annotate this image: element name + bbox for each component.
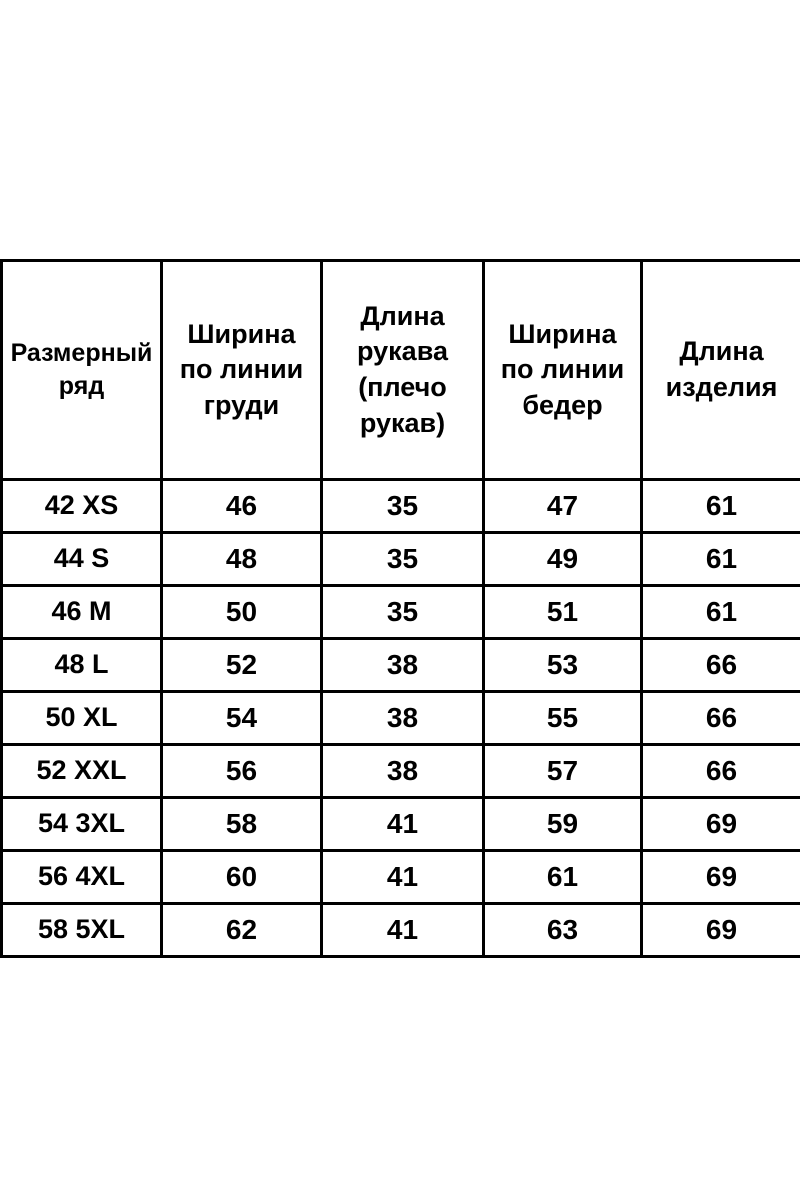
cell-chest: 56 — [162, 745, 322, 798]
cell-sleeve: 35 — [322, 480, 484, 533]
table-row — [2, 586, 800, 639]
cell-hips: 53 — [484, 639, 642, 692]
cell-size: 54 3XL — [2, 798, 162, 851]
table-row — [2, 851, 800, 904]
cell-size: 46 M — [2, 586, 162, 639]
cell-chest: 62 — [162, 904, 322, 957]
cell-hips: 61 — [484, 851, 642, 904]
column-header-sleeve-length: Длина рукава (плечо рукав) — [322, 261, 484, 480]
cell-length: 61 — [642, 480, 800, 533]
cell-chest: 50 — [162, 586, 322, 639]
cell-hips: 47 — [484, 480, 642, 533]
cell-chest: 52 — [162, 639, 322, 692]
cell-chest: 60 — [162, 851, 322, 904]
cell-sleeve: 38 — [322, 692, 484, 745]
cell-sleeve: 41 — [322, 798, 484, 851]
cell-size: 44 S — [2, 533, 162, 586]
cell-hips: 57 — [484, 745, 642, 798]
cell-chest: 48 — [162, 533, 322, 586]
cell-sleeve: 41 — [322, 851, 484, 904]
column-header-chest-width: Ширина по линии груди — [162, 261, 322, 480]
table-row — [2, 480, 800, 533]
size-chart-table — [0, 259, 800, 958]
cell-size: 56 4XL — [2, 851, 162, 904]
cell-sleeve: 35 — [322, 533, 484, 586]
table-body — [2, 480, 800, 957]
cell-hips: 63 — [484, 904, 642, 957]
cell-length: 61 — [642, 586, 800, 639]
cell-hips: 49 — [484, 533, 642, 586]
cell-chest: 54 — [162, 692, 322, 745]
cell-size: 58 5XL — [2, 904, 162, 957]
cell-length: 66 — [642, 745, 800, 798]
table-row — [2, 533, 800, 586]
table-row — [2, 745, 800, 798]
column-header-size: Размерный ряд — [2, 261, 162, 480]
cell-chest: 58 — [162, 798, 322, 851]
table-row — [2, 639, 800, 692]
cell-size: 42 XS — [2, 480, 162, 533]
table-row — [2, 692, 800, 745]
cell-length: 69 — [642, 904, 800, 957]
cell-length: 61 — [642, 533, 800, 586]
cell-sleeve: 41 — [322, 904, 484, 957]
cell-length: 69 — [642, 798, 800, 851]
cell-sleeve: 38 — [322, 745, 484, 798]
cell-size: 52 XXL — [2, 745, 162, 798]
cell-size: 48 L — [2, 639, 162, 692]
cell-length: 66 — [642, 692, 800, 745]
cell-chest: 46 — [162, 480, 322, 533]
cell-size: 50 XL — [2, 692, 162, 745]
column-header-hip-width: Ширина по линии бедер — [484, 261, 642, 480]
table-header — [2, 261, 800, 480]
cell-length: 66 — [642, 639, 800, 692]
column-header-product-length: Длина изделия — [642, 261, 800, 480]
table-row — [2, 798, 800, 851]
cell-length: 69 — [642, 851, 800, 904]
cell-hips: 51 — [484, 586, 642, 639]
cell-sleeve: 35 — [322, 586, 484, 639]
cell-hips: 59 — [484, 798, 642, 851]
header-row — [2, 261, 800, 480]
cell-sleeve: 38 — [322, 639, 484, 692]
cell-hips: 55 — [484, 692, 642, 745]
size-chart-container — [0, 259, 800, 958]
table-row — [2, 904, 800, 957]
